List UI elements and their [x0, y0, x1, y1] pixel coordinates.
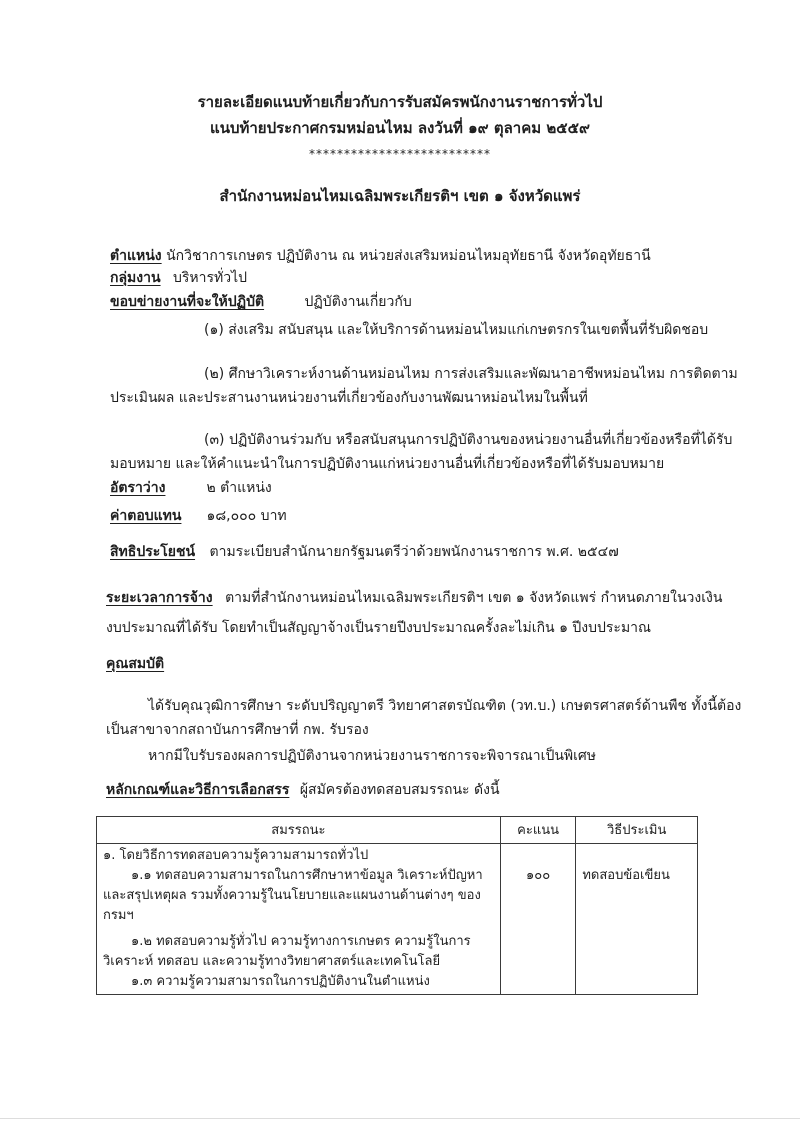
method-value: ทดสอบข้อเขียน [582, 868, 670, 883]
vacancy-label: อัตราว่าง [110, 480, 166, 496]
score-value: ๑๐๐ [526, 868, 551, 883]
salary-row [110, 506, 287, 526]
benefits-row [110, 542, 619, 562]
group-row [110, 268, 247, 288]
method-cell [576, 844, 698, 995]
period-row [106, 588, 722, 608]
competency-table [96, 816, 698, 995]
table-row [97, 844, 698, 995]
vacancy-row [110, 478, 272, 498]
salary-label: ค่าตอบแทน [110, 508, 182, 524]
header-score: คะแนน [500, 817, 576, 844]
office-heading: สำนักงานหม่อนไหมเฉลิมพระเกียรติฯ เขต ๑ จังหวัดแพร่ [219, 187, 581, 205]
group-value: บริหารทั่วไป [173, 270, 248, 286]
table-header-row [97, 817, 698, 844]
header-method: วิธีประเมิน [576, 817, 698, 844]
score-cell [500, 844, 576, 995]
criteria-value: ผู้สมัครต้องทดสอบสมรรถนะ ดังนี้ [299, 782, 500, 798]
scope-item-3-line2: มอบหมาย และให้คำแนะนำในการปฏิบัติงานแก่หน่วยงานอื่นที่เกี่ยวข้องหรือที่ได้รับมอบหมาย [110, 456, 665, 472]
competency-1-2-line2: วิเคราะห์ ทดสอบ และความรู้ทางวิทยาศาสตร์และเทคโนโลยี [103, 954, 441, 969]
competency-1-1-line2: และสรุปเหตุผล รวมทั้งความรู้ในนโยบายและแผนงานด้านต่างๆ ของ [103, 888, 481, 903]
period-line2: งบประมาณที่ได้รับ โดยทำเป็นสัญญาจ้างเป็นรายปีงบประมาณครั้งละไม่เกิน ๑ ปีงบประมาณ [106, 620, 652, 636]
competency-1-2-line1: ๑.๒ ทดสอบความรู้ทั่วไป ความรู้ทางการเกษตร ความรู้ในการ [131, 934, 471, 949]
group-label: กลุ่มงาน [110, 270, 161, 286]
scope-item-2-line1: (๒) ศึกษาวิเคราะห์งานด้านหม่อนไหม การส่งเสริมและพัฒนาอาชีพหม่อนไหม การติดตาม [204, 366, 738, 382]
doc-title-line2: แนบท้ายประกาศกรมหม่อนไหม ลงวันที่ ๑๙ ตุลาคม ๒๕๕๙ [210, 119, 590, 137]
position-row [110, 246, 651, 266]
vacancy-value: ๒ ตำแหน่ง [206, 480, 272, 496]
header-competency: สมรรถนะ [97, 817, 501, 844]
position-value: นักวิชาการเกษตร ปฏิบัติงาน ณ หน่วยส่งเสริมหม่อนไหมอุทัยธานี จังหวัดอุทัยธานี [166, 248, 651, 264]
scope-label: ขอบข่ายงานที่จะให้ปฏิบัติ [110, 294, 265, 310]
competency-1-3: ๑.๓ ความรู้ความสามารถในการปฏิบัติงานในตำแหน่ง [131, 974, 430, 989]
competency-cell [97, 844, 501, 995]
salary-value: ๑๘,๐๐๐ บาท [206, 508, 287, 524]
criteria-label: หลักเกณฑ์และวิธีการเลือกสรร [106, 782, 290, 798]
period-label: ระยะเวลาการจ้าง [106, 590, 213, 606]
competency-1-1-line1: ๑.๑ ทดสอบความสามารถในการศึกษาหาข้อมูล วิเคราะห์ปัญหา [131, 868, 483, 883]
qualifications-line1: ได้รับคุณวุฒิการศึกษา ระดับปริญญาตรี วิทยาศาสตรบัณฑิต (วท.บ.) เกษตรศาสตร์ด้านพืช ทั้งนี้ต้อง [148, 698, 742, 714]
competency-1-1-line3: กรมฯ [103, 908, 134, 923]
benefits-value: ตามระเบียบสำนักนายกรัฐมนตรีว่าด้วยพนักงานราชการ พ.ศ. ๒๕๔๗ [209, 544, 619, 560]
stars-divider: ************************** [309, 147, 491, 161]
competency-main: ๑. โดยวิธีการทดสอบความรู้ความสามารถทั่วไป [103, 848, 369, 863]
criteria-row [106, 780, 500, 800]
benefits-label: สิทธิประโยชน์ [110, 544, 196, 560]
scope-item-1: (๑) ส่งเสริม สนับสนุน และให้บริการด้านหม่อนไหมแก่เกษตรกรในเขตพื้นที่รับผิดชอบ [204, 322, 709, 338]
page-bottom-rule [0, 1118, 800, 1119]
doc-title-line1: รายละเอียดแนบท้ายเกี่ยวกับการรับสมัครพนักงานราชการทั่วไป [197, 93, 603, 111]
scope-item-3-line1: (๓) ปฏิบัติงานร่วมกับ หรือสนับสนุนการปฏิบัติงานของหน่วยงานอื่นที่เกี่ยวข้องหรือที่ได้รับ [204, 432, 733, 448]
period-line1: ตามที่สำนักงานหม่อนไหมเฉลิมพระเกียรติฯ เขต ๑ จังหวัดแพร่ กำหนดภายในวงเงิน [225, 590, 723, 606]
scope-item-2-line2: ประเมินผล และประสานงานหน่วยงานที่เกี่ยวข้องกับงานพัฒนาหม่อนไหมในพื้นที่ [110, 390, 588, 406]
scope-value: ปฏิบัติงานเกี่ยวกับ [304, 294, 412, 310]
qualifications-line2: เป็นสาขาจากสถาบันการศึกษาที่ กพ. รับรอง [106, 722, 369, 738]
scope-row [110, 292, 412, 312]
qualifications-label: คุณสมบัติ [106, 656, 165, 672]
qualifications-line3: หากมีใบรับรองผลการปฏิบัติงานจากหน่วยงานราชการจะพิจารณาเป็นพิเศษ [148, 748, 597, 764]
position-label: ตำแหน่ง [110, 248, 162, 264]
